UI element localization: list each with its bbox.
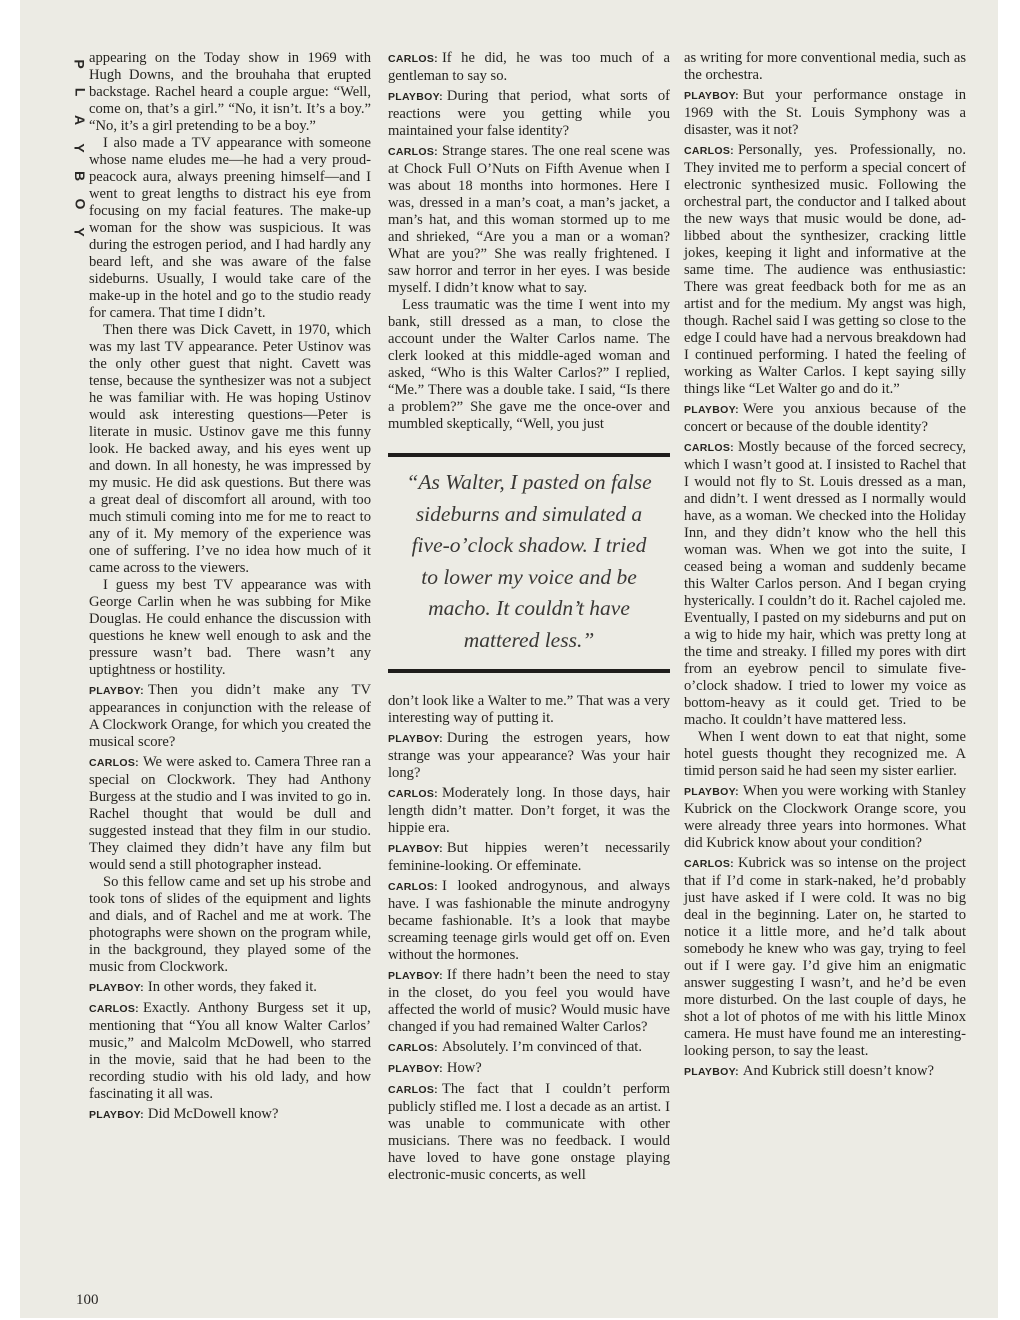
question-text: But your performance onstage in 1969 with the St. Louis Symphony was a disaster, was it not? xyxy=(684,87,966,138)
answer-text: Exactly. Anthony Burgess set it up, mentioning that “You all know Walter Carlos’ music,” and Malcolm McDowell, who starred in the movie, said that he had been to the recording studio with his old lady, and how fascinating it all was. xyxy=(89,1000,371,1102)
pull-quote-line: macho. It couldn’t have xyxy=(428,596,630,621)
sidebar-letter: P xyxy=(72,59,88,69)
question-text: And Kubrick still doesn’t know? xyxy=(742,1063,934,1079)
speaker-label: PLAYBOY: xyxy=(388,842,443,855)
question-text: In other words, they faked it. xyxy=(147,979,317,995)
question-text: But hippies weren’t necessarily feminine-looking. Or effeminate. xyxy=(388,839,670,874)
sidebar-letter: B xyxy=(72,170,88,182)
speaker-label: CARLOS: xyxy=(684,145,734,157)
interview-answer xyxy=(388,878,670,964)
pull-quote-line: sideburns and simulated a xyxy=(415,501,643,526)
pull-quote-line: to lower my voice and be xyxy=(421,564,637,589)
interview-question xyxy=(684,401,966,436)
speaker-label: PLAYBOY: xyxy=(89,982,144,994)
interview-question xyxy=(89,1106,371,1124)
text-column-3 xyxy=(684,50,966,1081)
answer-text: Strange stares. The one real scene was at Chock Full O’Nuts on Fifth Avenue when I was about 18 months into hormones. Here I was, dressed in a man’s coat, a man’s jacket, a man’s hat, and this woman stormed up to me and shrieked, “Are you a man or a woman? What are you?” She was really frightened. I saw horror and terror in her eyes. I was beside myself. I didn’t know what to say. xyxy=(388,143,670,296)
paragraph: When I went down to eat that night, some hotel guests thought they recognized me. A timid person said he had seen my sister earlier. xyxy=(684,729,966,779)
interview-answer xyxy=(388,1081,670,1184)
question-text: Then you didn’t make any TV appearances in conjunction with the release of A Clockwork Orange, for which you created the musical score? xyxy=(89,682,371,750)
paragraph: Less traumatic was the time I went into my bank, still dressed as a man, to close the account under the Walter Carlos name. The clerk looked at this middle-aged woman and asked, “Who is this Walter Carlos?” I replied, “Me.” There was a double take. I said, “Is there a problem?” She gave me the once-over and mumbled skeptically, “Well, you just xyxy=(388,297,670,432)
question-text: Did McDowell know? xyxy=(147,1106,279,1122)
pull-quote xyxy=(388,453,670,673)
interview-question xyxy=(684,1063,966,1081)
interview-question xyxy=(388,840,670,875)
interview-answer xyxy=(388,785,670,837)
sidebar-letter: L xyxy=(72,87,88,97)
answer-text: The fact that I couldn’t perform publicly stifled me. I lost a decade as an artist. I was unable to communicate with other musicians. There was no feedback. I would have loved to have gone onstage playing electronic-music concerts, as well xyxy=(388,1080,670,1183)
interview-answer xyxy=(684,855,966,1060)
question-text: When you were working with Stanley Kubrick on the Clockwork Orange score, you were already three years into hormones. What did Kubrick know about your condition? xyxy=(684,783,966,851)
interview-answer xyxy=(89,754,371,874)
question-text: During the estrogen years, how strange was your appearance? Was your hair long? xyxy=(388,729,670,781)
page-number: 100 xyxy=(76,1292,99,1308)
question-text: How? xyxy=(446,1059,482,1076)
interview-answer xyxy=(388,1039,670,1057)
answer-text: Absolutely. I’m convinced of that. xyxy=(441,1038,643,1055)
text-column-2 xyxy=(388,50,670,1184)
speaker-label: CARLOS: xyxy=(89,757,139,769)
speaker-label: PLAYBOY: xyxy=(388,732,443,745)
pull-quote-line: five-o’clock shadow. I tried xyxy=(411,533,647,558)
speaker-label: PLAYBOY: xyxy=(684,404,739,416)
speaker-label: CARLOS: xyxy=(388,1041,438,1054)
answer-text: I looked androgynous, and always have. I was fashionable the minute androgyny became fashionable. It’s a look that maybe screaming teenage girls would get off on. Even without the hormones. xyxy=(388,877,670,963)
interview-answer xyxy=(89,1000,371,1103)
speaker-label: PLAYBOY: xyxy=(388,969,443,982)
question-text: Were you anxious because of the concert or because of the double identity? xyxy=(684,401,966,435)
speaker-label: PLAYBOY: xyxy=(684,786,739,798)
question-text: If there hadn’t been the need to stay in the closet, do you feel you would have affected the world of music? Would music have changed if you had remained Walter Carlos? xyxy=(388,966,670,1035)
interview-question xyxy=(388,1060,670,1078)
paragraph: I also made a TV appearance with someone whose name eludes me—he had a very proud-peacock aura, always preening himself—and I went to great lengths to distract his eye from focusing on my facial features. The make-up woman for the show was suspicious. It was during the estrogen period, and I had hardly any beard left, and she was aware of the false sideburns. Usually, I would take care of the make-up in the hotel and go to the studio ready for camera. That time I didn’t. xyxy=(89,135,371,321)
interview-question xyxy=(388,88,670,140)
speaker-label: CARLOS: xyxy=(684,442,734,454)
interview-question xyxy=(684,87,966,139)
speaker-label: CARLOS: xyxy=(388,146,438,158)
speaker-label: PLAYBOY: xyxy=(89,1109,144,1121)
sidebar-letter: A xyxy=(72,114,88,126)
speaker-label: CARLOS: xyxy=(388,53,438,65)
answer-text: Kubrick was so intense on the project that if I’d come in stark-naked, he’d probably just have asked if I were cold. It was no big deal in the beginning. Later on, he started to notice it a little more, and he’d talk about somebody he knew who was gay, trying to feel out if I were gay. I’d give him an enigmatic answer suggesting I wasn’t, and he’d be even more disturbed. On the last couple of days, he shot a lot of photos of me with his little Minox camera. He must have found me an interesting-looking person, to say the least. xyxy=(684,855,966,1059)
interview-answer xyxy=(388,50,670,85)
interview-question xyxy=(89,682,371,751)
speaker-label: CARLOS: xyxy=(388,880,438,893)
speaker-label: CARLOS: xyxy=(388,1083,438,1096)
answer-text: Moderately long. In those days, hair length didn’t matter. Don’t forget, it was the hippie era. xyxy=(388,784,670,836)
pull-quote-line: “As Walter, I pasted on false xyxy=(406,470,652,494)
paragraph: as writing for more conventional media, such as the orchestra. xyxy=(684,50,966,83)
pull-quote-line: mattered less.” xyxy=(463,627,595,652)
speaker-label: CARLOS: xyxy=(684,858,734,870)
answer-text: Mostly because of the forced secrecy, which I wasn’t good at. I insisted to Rachel that I would not fly to St. Louis dressed as a man, and didn’t. I went dressed as I normally would have, as a woman. We checked into the Holiday Inn, and they didn’t know who the hell this woman was. When we got into the suite, I ceased being a woman and suddenly became this Walter Carlos person. And I began crying hysterically. I couldn’t do it. Rachel cajoled me. Eventually, I pasted on my sideburns and put on a wig to hide my hair, which was pretty long at the time and streaky. I filled my pores with dirt from an eyebrow pencil to simulate five-o’clock shadow. I tried to lower my voice as bottom-heavy as it could get. Tried to be macho. It couldn’t have mattered less. xyxy=(684,439,966,728)
sidebar-letter: Y xyxy=(72,227,88,237)
paragraph: Then there was Dick Cavett, in 1970, which was my last TV appearance. Peter Ustinov was the only other guest that night. Cavett was tense, because the synthesizer was not a subject he was familiar with. He was hoping Ustinov would ask interesting questions—Peter is literate in music. Ustinov gave me this funny look. He backed away, and his eyes went up and down. In all honesty, he was impressed by my music. He did ask questions. But there was a great deal of discomfort all around, with too much stimuli coming into me for me to react to any of it. My memory of the experience was one of suffering. I’ve no idea how much of it came across to the viewers. xyxy=(89,322,371,576)
speaker-label: PLAYBOY: xyxy=(388,91,443,103)
speaker-label: PLAYBOY: xyxy=(388,1062,443,1075)
speaker-label: PLAYBOY: xyxy=(684,90,739,102)
interview-answer xyxy=(684,439,966,729)
answer-text: Personally, yes. Professionally, no. They invited me to perform a special concert of electronic synthesized music. Following the orchestral part, the conductor and I talked about the new ways that music would be done, ad-libbed about the synthesizer, cracking little jokes, keeping it light and informative at the same time. The audience was enthusiastic: There was great feedback both for me as an artist and for the medium. My angst was high, though. Rachel said I was getting so close to the edge I could have had a nervous breakdown had I continued performing. I hated the feeling of working as Walter Carlos. I kept saying silly things like “Let Walter go and do it.” xyxy=(684,142,966,397)
interview-question xyxy=(89,979,371,997)
speaker-label: CARLOS: xyxy=(388,787,438,800)
interview-answer xyxy=(388,143,670,297)
sidebar-letter: O xyxy=(71,198,88,210)
answer-text: If he did, he was too much of a gentleman to say so. xyxy=(388,50,670,84)
speaker-label: PLAYBOY: xyxy=(684,1066,739,1078)
paragraph: So this fellow came and set up his strobe and took tons of slides of the equipment and lights and dials, and of Rachel and me at work. The photographs were shown on the program while, in the background, they played some of the music from Clockwork. xyxy=(89,874,371,975)
paragraph: appearing on the Today show in 1969 with Hugh Downs, and the brouhaha that erupted backstage. Rachel heard a couple argue: “Well, come on, that’s a girl.” “No, it isn’t. It’s a boy.” “No, it’s a girl pretending to be a boy.” xyxy=(89,50,371,134)
answer-text: We were asked to. Camera Three ran a special on Clockwork. They had Anthony Burgess at the studio and I was invited to go in. Rachel thought that would be dull and suggested instead that they film in our studio. They claimed they didn’t have any film but would send a still photographer instead. xyxy=(89,754,371,873)
sidebar-letter: Y xyxy=(72,143,88,153)
paragraph: I guess my best TV appearance was with George Carlin when he was subbing for Mike Douglas. He could enhance the discussion with questions he knew well enough to ask and the pressure wasn’t bad. There wasn’t any uptightness or hostility. xyxy=(89,577,371,678)
interview-question xyxy=(388,730,670,782)
interview-question xyxy=(684,783,966,852)
text-column-1 xyxy=(89,50,371,1124)
interview-question xyxy=(388,967,670,1036)
question-text: During that period, what sorts of reactions were you getting while you maintained your false identity? xyxy=(388,88,670,139)
magazine-sidebar-logo xyxy=(72,50,88,246)
interview-answer xyxy=(684,142,966,398)
speaker-label: PLAYBOY: xyxy=(89,685,144,697)
speaker-label: CARLOS: xyxy=(89,1003,139,1015)
paragraph: don’t look like a Walter to me.” That was a very interesting way of putting it. xyxy=(388,692,670,726)
